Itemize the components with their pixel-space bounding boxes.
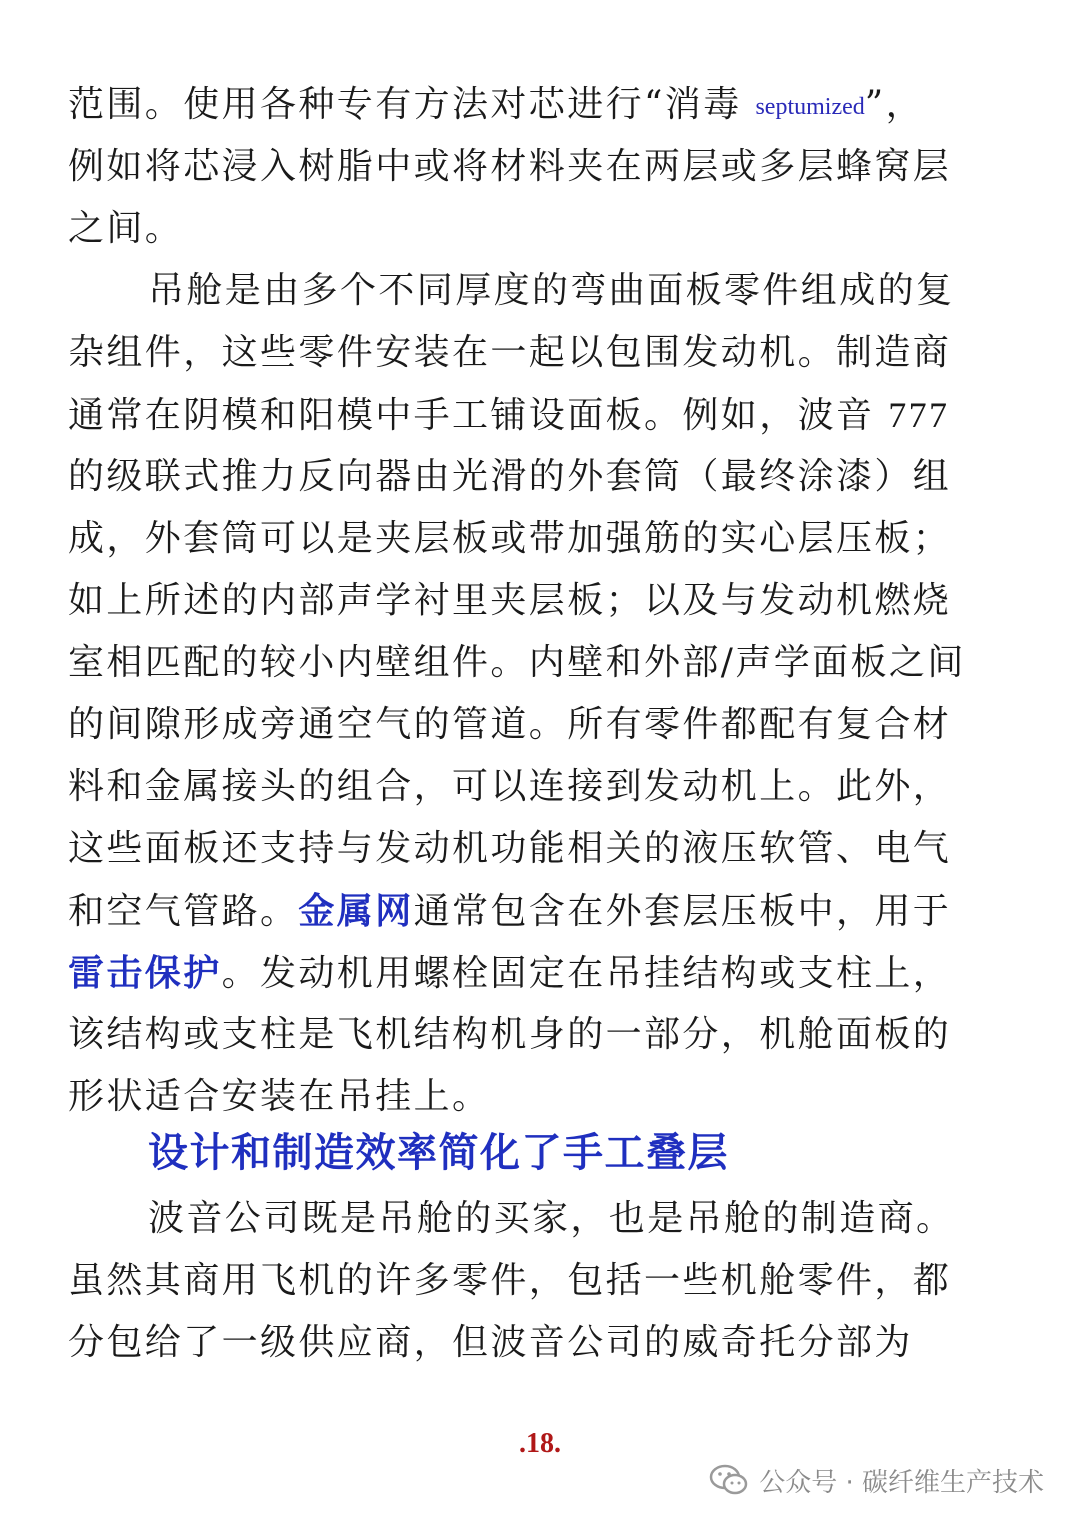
text-run: ”， — [864, 84, 924, 125]
body-line: 吊舱是由多个不同厚度的弯曲面板零件组成的复 — [148, 270, 955, 311]
body-line: 波音公司既是吊舱的买家，也是吊舱的制造商。 — [148, 1198, 955, 1239]
body-line: 例如将芯浸入树脂中或将材料夹在两层或多层蜂窝层 — [68, 146, 952, 187]
body-line: 料和金属接头的组合，可以连接到发动机上。此外， — [68, 766, 952, 807]
page-number: .18. — [519, 1428, 561, 1459]
body-line: 形状适合安装在吊挂上。 — [68, 1076, 491, 1117]
english-term: septumized — [755, 94, 865, 120]
body-line: 分包给了一级供应商，但波音公司的威奇托分部为 — [68, 1322, 913, 1363]
section-heading: 设计和制造效率简化了手工叠层 — [148, 1129, 729, 1176]
text-run: 。发动机用螺栓固定在吊挂结构或支柱上， — [221, 953, 952, 994]
text-run: 和空气管路。 — [68, 891, 299, 932]
body-line: 室相匹配的较小内壁组件。内壁和外部/声学面板之间 — [68, 642, 966, 683]
text-run: 通常包含在外套层压板中，用于 — [413, 891, 952, 932]
body-line: 虽然其商用飞机的许多零件，包括一些机舱零件，都 — [68, 1260, 952, 1301]
body-line: 杂组件，这些零件安装在一起以包围发动机。制造商 — [68, 332, 952, 373]
model-number: 777 — [888, 395, 950, 435]
watermark-text: 公众号 · 碳纤维生产技术 — [759, 1467, 1044, 1498]
wechat-icon — [709, 1463, 749, 1497]
highlighted-term: 金属网 — [298, 890, 414, 932]
watermark — [709, 1460, 1044, 1500]
body-line: 的间隙形成旁通空气的管道。所有零件都配有复合材 — [68, 704, 952, 745]
body-line: 的级联式推力反向器由光滑的外套筒（最终涂漆）组 — [68, 456, 952, 497]
body-line: 该结构或支柱是飞机结构机身的一部分，机舱面板的 — [68, 1014, 952, 1055]
body-line: 之间。 — [68, 208, 184, 249]
body-line: 如上所述的内部声学衬里夹层板；以及与发动机燃烧 — [68, 580, 952, 621]
body-line — [68, 384, 998, 446]
body-line: 这些面板还支持与发动机功能相关的液压软管、电气 — [68, 828, 952, 869]
body-line — [68, 880, 998, 942]
body-line — [68, 942, 998, 1004]
text-run: 范围。使用各种专有方法对芯进行“消毒 — [68, 84, 756, 125]
highlighted-term: 雷击保护 — [68, 952, 222, 994]
text-run: 通常在阴模和阳模中手工铺设面板。例如，波音 — [68, 395, 889, 436]
body-line — [68, 74, 998, 136]
body-line: 成，外套筒可以是夹层板或带加强筋的实心层压板； — [68, 518, 952, 559]
